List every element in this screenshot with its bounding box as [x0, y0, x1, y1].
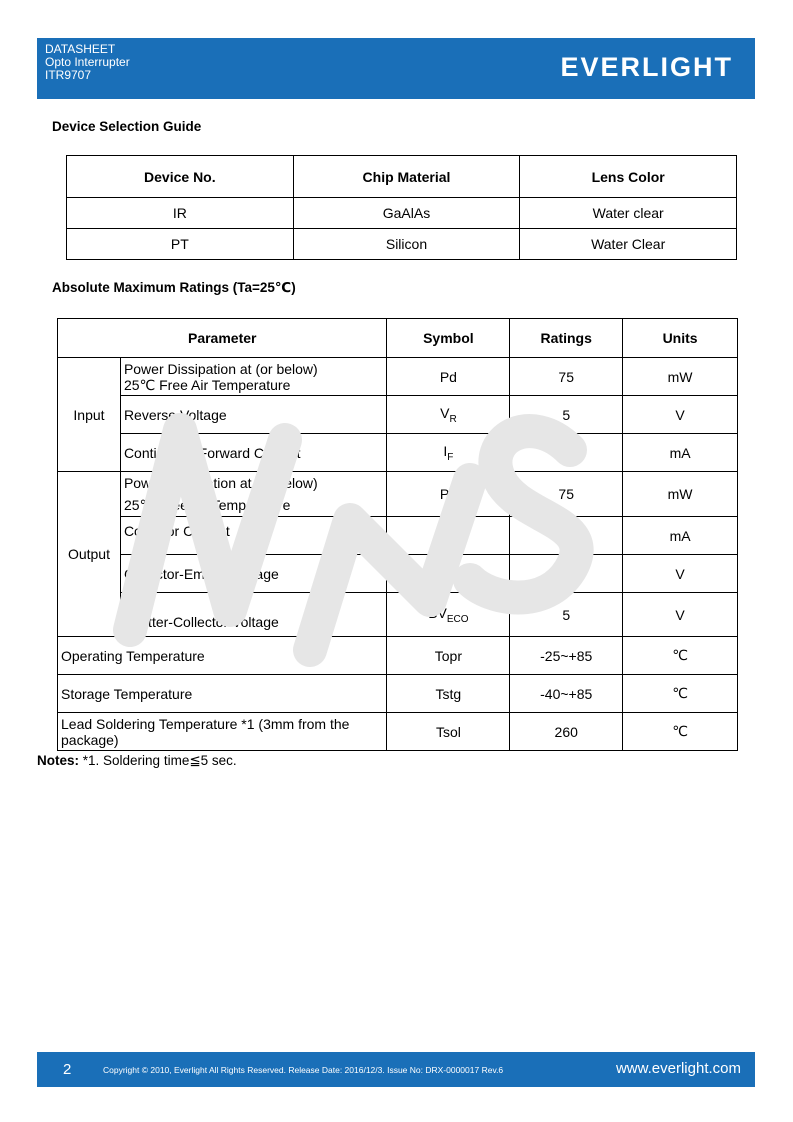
symbol-subscript: R: [449, 413, 457, 425]
unit-cell: ℃: [623, 675, 738, 713]
table-row: [67, 229, 737, 260]
symbol-subscript: CEO: [446, 572, 469, 584]
symbol-subscript: C: [446, 534, 454, 546]
rating-cell: 5: [510, 396, 623, 434]
table-row: [58, 675, 738, 713]
column-header: Chip Material: [293, 156, 520, 198]
unit-cell: ℃: [623, 713, 738, 751]
brand-logo: EVERLIGHT: [560, 52, 733, 82]
table-cell: PT: [67, 229, 294, 260]
doc-type: DATASHEET: [45, 42, 116, 56]
column-header: Parameter: [58, 319, 387, 358]
table-row: [58, 396, 738, 434]
copyright-text: Copyright © 2010, Everlight All Rights Reserved. Release Date: 2016/12/3. Issue No: DRX-0000017 Rev.6: [103, 1065, 504, 1075]
table-row: [58, 517, 738, 555]
column-header: Ratings: [510, 319, 623, 358]
symbol-cell: Topr: [387, 637, 510, 675]
column-header: Units: [623, 319, 738, 358]
parameter-cell: Operating Temperature: [58, 637, 387, 675]
table-row: [58, 593, 738, 637]
symbol-cell: [387, 555, 510, 593]
group-label-input: Input: [58, 358, 121, 472]
symbol-subscript: ECO: [446, 613, 469, 625]
parameter-cell: [120, 472, 387, 517]
column-header: Lens Color: [520, 156, 737, 198]
unit-cell: ℃: [623, 637, 738, 675]
unit-cell: V: [623, 555, 738, 593]
symbol-main: BV: [428, 604, 447, 621]
table-row: [58, 555, 738, 593]
rating-cell: 260: [510, 713, 623, 751]
doc-meta: [45, 43, 130, 82]
symbol-cell: [387, 517, 510, 555]
section-title-selection-guide: Device Selection Guide: [52, 119, 202, 134]
unit-cell: V: [623, 593, 738, 637]
table-row: [67, 198, 737, 229]
section-title-ratings: Absolute Maximum Ratings (Ta=25℃): [52, 280, 296, 295]
notes: [37, 753, 237, 769]
parameter-cell: Reverse Voltage: [120, 396, 387, 434]
symbol-cell: [387, 434, 510, 472]
table-header-row: [67, 156, 737, 198]
header-bar: [37, 38, 755, 99]
table-row: [58, 637, 738, 675]
table-cell: IR: [67, 198, 294, 229]
rating-cell: 5: [510, 593, 623, 637]
parameter-cell: Lead Soldering Temperature *1 (3mm from the package): [58, 713, 387, 751]
table-cell: Water Clear: [520, 229, 737, 260]
table-row: [58, 713, 738, 751]
notes-label: Notes:: [37, 753, 80, 768]
column-header: Symbol: [387, 319, 510, 358]
symbol-main: I: [442, 525, 447, 542]
table-row: [58, 472, 738, 517]
parameter-cell: Storage Temperature: [58, 675, 387, 713]
parameter-cell: [120, 358, 387, 396]
table-header-row: [58, 319, 738, 358]
symbol-cell: Pd: [387, 472, 510, 517]
unit-cell: mW: [623, 472, 738, 517]
group-label-output: Output: [58, 472, 121, 637]
doc-category: Opto Interrupter: [45, 55, 130, 69]
unit-cell: mA: [623, 517, 738, 555]
unit-cell: mA: [623, 434, 738, 472]
parameter-cell: Collector Current: [120, 517, 387, 555]
rating-cell: 75: [510, 472, 623, 517]
symbol-main: V: [440, 404, 450, 421]
symbol-cell: [387, 593, 510, 637]
parameter-line: Power Dissipation at (or below): [123, 360, 318, 377]
rating-cell: -40~+85: [510, 675, 623, 713]
parameter-cell: Continuous Forward Current: [120, 434, 387, 472]
notes-text: *1. Soldering time≦5 sec.: [79, 753, 237, 768]
unit-cell: V: [623, 396, 738, 434]
parameter-line: 25℃ Free Air Temperature: [123, 497, 291, 513]
unit-cell: mW: [623, 358, 738, 396]
rating-cell: -25~+85: [510, 637, 623, 675]
rating-cell: 30: [510, 555, 623, 593]
rating-cell: 50: [510, 434, 623, 472]
parameter-cell: Collector-Emitter Voltage: [120, 555, 387, 593]
doc-part-number: ITR9707: [45, 68, 92, 82]
symbol-cell: [387, 396, 510, 434]
symbol-cell: Tstg: [387, 675, 510, 713]
column-header: Device No.: [67, 156, 294, 198]
absolute-ratings-table: [57, 318, 738, 751]
table-row: [58, 434, 738, 472]
rating-cell: 75: [510, 358, 623, 396]
symbol-subscript: F: [447, 451, 454, 463]
rating-cell: 20: [510, 517, 623, 555]
page-number: 2: [63, 1061, 72, 1078]
parameter-line: 25℃ Free Air Temperature: [123, 376, 291, 393]
symbol-cell: Pd: [387, 358, 510, 396]
website-link[interactable]: www.everlight.com: [615, 1060, 741, 1077]
parameter-line: Power Dissipation at (or below): [123, 475, 318, 491]
table-cell: Water clear: [520, 198, 737, 229]
footer-bar: [37, 1052, 755, 1087]
symbol-cell: Tsol: [387, 713, 510, 751]
table-cell: GaAlAs: [293, 198, 520, 229]
parameter-cell: Emitter-Collector Voltage: [120, 593, 387, 637]
symbol-main: BV: [428, 563, 447, 580]
symbol-main: I: [443, 442, 448, 459]
table-row: [58, 358, 738, 396]
table-cell: Silicon: [293, 229, 520, 260]
selection-guide-table: [66, 155, 737, 260]
